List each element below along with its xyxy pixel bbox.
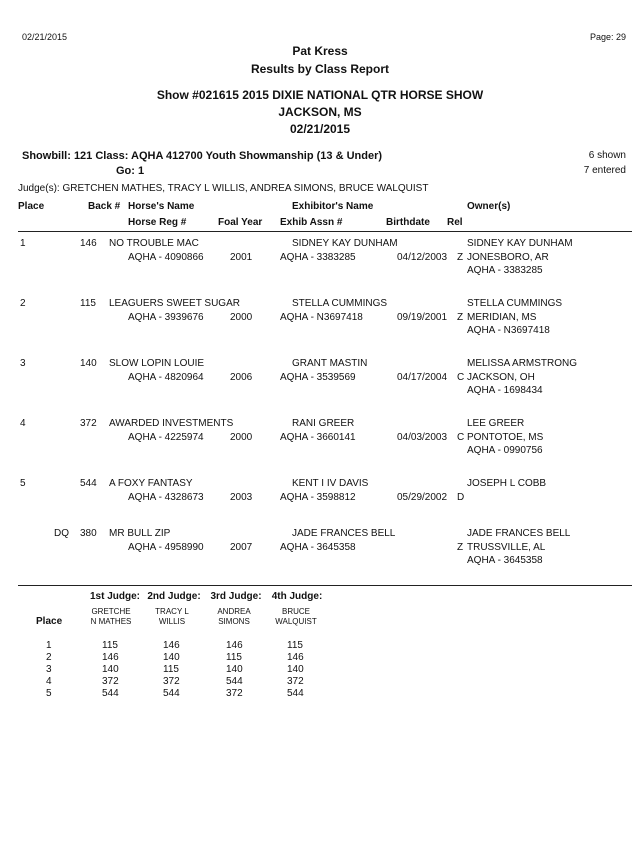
judge-score: 544 <box>287 688 304 699</box>
judge-score: 544 <box>163 688 180 699</box>
entry-rel: C <box>457 432 465 443</box>
entry-horse: NO TROUBLE MAC <box>109 238 199 249</box>
entry-owner: MELISSA ARMSTRONG <box>467 358 578 369</box>
entry-horse-reg: AQHA - 4820964 <box>128 372 204 383</box>
entry-birthdate: 04/12/2003 <box>397 252 448 263</box>
judge-score: 140 <box>226 664 243 675</box>
entry-exhib-assn: AQHA - 3598812 <box>280 492 356 503</box>
judge2-header: 2nd Judge: <box>147 591 201 602</box>
show-date: 02/21/2015 <box>289 122 351 136</box>
entry-owner: STELLA CUMMINGS <box>467 298 563 309</box>
entry-rel: C <box>457 372 465 383</box>
entry-owner: SIDNEY KAY DUNHAM <box>467 238 573 249</box>
entry-back: 146 <box>80 238 97 249</box>
entry-place: 2 <box>20 298 26 309</box>
entry-horse-reg: AQHA - 4958990 <box>128 542 204 553</box>
entry-foal-year: 2001 <box>230 252 253 263</box>
place-number: 3 <box>46 664 52 675</box>
entry-foal-year: 2007 <box>230 542 253 553</box>
header-divider <box>18 231 632 232</box>
report-title: Results by Class Report <box>250 62 390 76</box>
entry-exhib-assn: AQHA - 3660141 <box>280 432 356 443</box>
entry-owner-assn: AQHA - 3383285 <box>467 265 543 276</box>
entry-birthdate: 04/17/2004 <box>397 372 448 383</box>
entry-foal-year: 2003 <box>230 492 253 503</box>
entry-exhibitor: JADE FRANCES BELL <box>292 528 396 539</box>
place-number: 1 <box>46 640 52 651</box>
place-number: 5 <box>46 688 52 699</box>
entry-place: 4 <box>20 418 26 429</box>
judge-score: 140 <box>163 652 180 663</box>
judge2-name: TRACY L WILLIS <box>155 607 189 626</box>
header-exhib-assn: Exhib Assn # <box>280 217 343 228</box>
entry-owner-city: TRUSSVILLE, AL <box>467 542 546 553</box>
entry-exhibitor: SIDNEY KAY DUNHAM <box>292 238 398 249</box>
entry-rel: D <box>457 492 465 503</box>
judge1-header: 1st Judge: <box>89 591 140 602</box>
entry-horse-reg: AQHA - 3939676 <box>128 312 204 323</box>
entry-owner-assn: AQHA - 3645358 <box>467 555 543 566</box>
judge-score: 115 <box>163 664 179 675</box>
entry-birthdate: 09/19/2001 <box>397 312 448 323</box>
judges-list: Judge(s): GRETCHEN MATHES, TRACY L WILLIS, ANDREA SIMONS, BRUCE WALQUIST <box>18 183 429 194</box>
entry-owner-city: PONTOTOE, MS <box>467 432 544 443</box>
header-horse-name: Horse's Name <box>128 201 195 212</box>
judges-place-label: Place <box>36 616 63 627</box>
entry-exhibitor: STELLA CUMMINGS <box>292 298 388 309</box>
entry-horse-reg: AQHA - 4225974 <box>128 432 204 443</box>
place-number: 2 <box>46 652 52 663</box>
entry-horse: AWARDED INVESTMENTS <box>109 418 234 429</box>
header-horse-reg: Horse Reg # <box>128 217 187 228</box>
entry-foal-year: 2006 <box>230 372 253 383</box>
section-divider <box>18 585 632 586</box>
entry-owner-assn: AQHA - 1698434 <box>467 385 543 396</box>
report-owner: Pat Kress <box>292 44 348 58</box>
entry-foal-year: 2000 <box>230 432 253 443</box>
place-number: 4 <box>46 676 52 687</box>
page-number: Page: 29 <box>589 32 626 42</box>
entry-horse-reg: AQHA - 4090866 <box>128 252 204 263</box>
judge-score: 544 <box>102 688 119 699</box>
entry-exhibitor: RANI GREER <box>292 418 355 429</box>
entry-birthdate: 05/29/2002 <box>397 492 448 503</box>
entry-owner-city: MERIDIAN, MS <box>467 312 537 323</box>
entry-exhib-assn: AQHA - 3539569 <box>280 372 356 383</box>
header-place: Place <box>18 201 45 212</box>
entry-place: DQ <box>54 528 69 539</box>
entry-owner: JOSEPH L COBB <box>467 478 547 489</box>
header-rel: Rel <box>447 217 463 228</box>
entered-count: 7 entered <box>583 165 626 176</box>
entry-horse: MR BULL ZIP <box>109 528 171 539</box>
report-date: 02/21/2015 <box>22 32 68 42</box>
entry-horse: LEAGUERS SWEET SUGAR <box>109 298 240 309</box>
entry-exhibitor: KENT I IV DAVIS <box>292 478 369 489</box>
entry-owner: LEE GREER <box>467 418 525 429</box>
entry-exhib-assn: AQHA - 3645358 <box>280 542 356 553</box>
entry-rel: Z <box>457 542 464 553</box>
entry-horse: A FOXY FANTASY <box>109 478 193 489</box>
shown-count: 6 shown <box>588 150 626 161</box>
judge-score: 115 <box>287 640 303 651</box>
judge-score: 372 <box>102 676 119 687</box>
entry-rel: Z <box>457 312 464 323</box>
entry-foal-year: 2000 <box>230 312 253 323</box>
judge-score: 140 <box>102 664 119 675</box>
judge-score: 146 <box>226 640 243 651</box>
judge-score: 372 <box>226 688 243 699</box>
entry-back: 372 <box>80 418 97 429</box>
entry-owner-assn: AQHA - N3697418 <box>467 325 550 336</box>
header-owners: Owner(s) <box>467 201 511 212</box>
show-title: Show #021615 2015 DIXIE NATIONAL QTR HORSE SHOW <box>156 88 484 102</box>
judge-score: 146 <box>102 652 119 663</box>
judge1-name: GRETCHE N MATHES <box>90 607 132 626</box>
entry-horse: SLOW LOPIN LOUIE <box>109 358 205 369</box>
header-birthdate: Birthdate <box>386 217 430 228</box>
header-foal-year: Foal Year <box>218 217 263 228</box>
entry-birthdate: 04/03/2003 <box>397 432 448 443</box>
judge-score: 146 <box>287 652 304 663</box>
entry-horse-reg: AQHA - 4328673 <box>128 492 204 503</box>
entry-back: 140 <box>80 358 97 369</box>
entry-exhibitor: GRANT MASTIN <box>292 358 368 369</box>
header-back: Back # <box>88 201 121 212</box>
judge-score: 372 <box>163 676 180 687</box>
entry-place: 1 <box>20 238 26 249</box>
entry-back: 380 <box>80 528 97 539</box>
entry-exhib-assn: AQHA - N3697418 <box>280 312 363 323</box>
judge-score: 544 <box>226 676 243 687</box>
entry-back: 544 <box>80 478 97 489</box>
entry-owner: JADE FRANCES BELL <box>467 528 571 539</box>
entry-owner-assn: AQHA - 0990756 <box>467 445 543 456</box>
entry-place: 3 <box>20 358 26 369</box>
judge4-name: BRUCE WALQUIST <box>275 607 317 626</box>
showbill-class: Showbill: 121 Class: AQHA 412700 Youth Showmanship (13 & Under) <box>22 150 383 162</box>
judge-score: 140 <box>287 664 304 675</box>
entry-owner-city: JACKSON, OH <box>467 372 535 383</box>
judge-score: 115 <box>226 652 242 663</box>
judge-score: 115 <box>102 640 118 651</box>
go-number: Go: 1 <box>116 165 145 177</box>
judge-score: 146 <box>163 640 180 651</box>
judge3-header: 3rd Judge: <box>210 591 262 602</box>
entry-exhib-assn: AQHA - 3383285 <box>280 252 356 263</box>
header-exhibitor-name: Exhibitor's Name <box>292 201 374 212</box>
judge4-header: 4th Judge: <box>271 591 323 602</box>
entry-back: 115 <box>80 298 96 309</box>
judge3-name: ANDREA SIMONS <box>217 607 251 626</box>
entry-owner-city: JONESBORO, AR <box>467 252 549 263</box>
entry-rel: Z <box>457 252 464 263</box>
judge-score: 372 <box>287 676 304 687</box>
entry-place: 5 <box>20 478 26 489</box>
show-city: JACKSON, MS <box>278 105 362 119</box>
